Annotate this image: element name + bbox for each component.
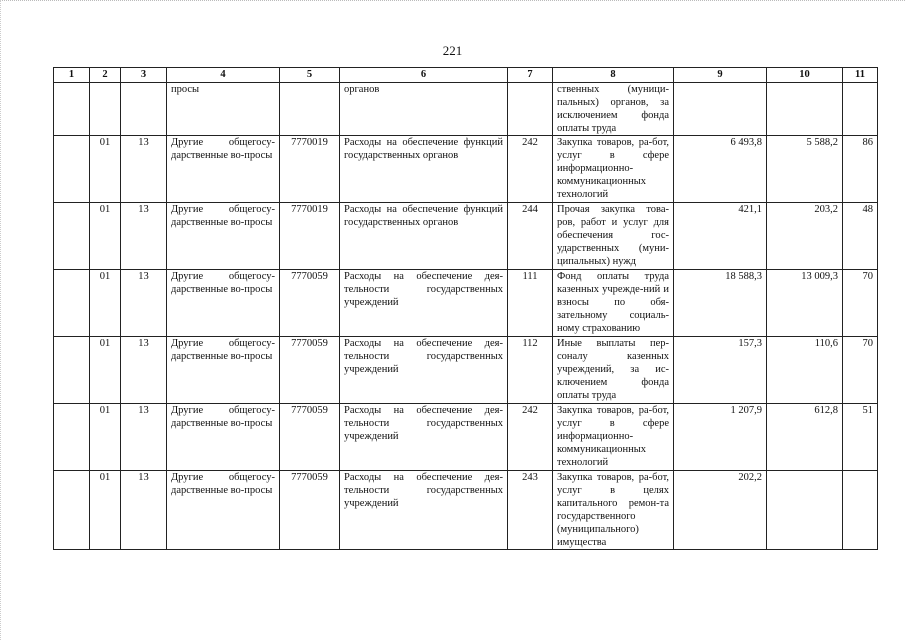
table-row [54,404,878,471]
cell-expense-name: Закупка товаров, ра-бот, услуг в сфере информационно-коммуникационных технологий [553,136,674,203]
cell-expense-type: 111 [508,270,553,337]
cell-planned: 1 207,9 [674,404,767,471]
cell-section: 01 [90,404,121,471]
cell-expense-name: Фонд оплаты труда казенных учрежде-ний и взносы по обя-зательному социаль-ному страхованию [553,270,674,337]
cell-executed: 612,8 [767,404,843,471]
cell-section: 01 [90,337,121,404]
cell-target-code: 7770019 [280,203,340,270]
cell-executed: 110,6 [767,337,843,404]
cell-col1 [54,471,90,550]
cell-target-name: Расходы на обеспечение дея-тельности государственных учреждений [340,337,508,404]
cell-section: 01 [90,270,121,337]
cell-executed: 5 588,2 [767,136,843,203]
cell-target-name: Расходы на обеспечение функций государственных органов [340,136,508,203]
cell-percent: 48 [843,203,878,270]
scan-border-left [0,0,1,640]
cell-col1 [54,136,90,203]
cell-executed [767,83,843,136]
cell-executed [767,471,843,550]
cell-expense-type: 244 [508,203,553,270]
cell-target-code: 7770059 [280,337,340,404]
cell-target-code: 7770059 [280,270,340,337]
cell-planned: 6 493,8 [674,136,767,203]
cell-percent [843,83,878,136]
cell-expense-type: 243 [508,471,553,550]
table-row [54,270,878,337]
cell-expense-name: ственных (муници-пальных) органов, за исключением фонда оплаты труда [553,83,674,136]
cell-expense-type: 242 [508,404,553,471]
cell-percent: 70 [843,337,878,404]
cell-subsection-name: просы [167,83,280,136]
cell-subsection-name: Другие общегосу-дарственные во-просы [167,404,280,471]
header-cell: 4 [167,68,280,83]
header-cell: 5 [280,68,340,83]
cell-col1 [54,404,90,471]
table-row [54,203,878,270]
cell-percent [843,471,878,550]
cell-subsection [121,83,167,136]
cell-planned: 202,2 [674,471,767,550]
cell-percent: 70 [843,270,878,337]
cell-section: 01 [90,136,121,203]
cell-col1 [54,83,90,136]
cell-planned: 421,1 [674,203,767,270]
cell-col1 [54,337,90,404]
cell-target-name: органов [340,83,508,136]
cell-expense-name: Прочая закупка това-ров, работ и услуг для обеспечения гос-ударственных (муни-ципальных) нужд [553,203,674,270]
header-cell: 7 [508,68,553,83]
header-cell: 11 [843,68,878,83]
cell-subsection: 13 [121,404,167,471]
cell-planned: 157,3 [674,337,767,404]
header-cell: 9 [674,68,767,83]
cell-section: 01 [90,471,121,550]
cell-col1 [54,270,90,337]
cell-target-code [280,83,340,136]
header-cell: 3 [121,68,167,83]
cell-subsection: 13 [121,270,167,337]
table-row [54,136,878,203]
cell-subsection-name: Другие общегосу-дарственные во-просы [167,203,280,270]
cell-subsection-name: Другие общегосу-дарственные во-просы [167,471,280,550]
cell-expense-type: 112 [508,337,553,404]
cell-percent: 86 [843,136,878,203]
header-cell: 10 [767,68,843,83]
cell-section [90,83,121,136]
header-cell: 6 [340,68,508,83]
header-cell: 1 [54,68,90,83]
cell-target-name: Расходы на обеспечение дея-тельности государственных учреждений [340,404,508,471]
cell-executed: 13 009,3 [767,270,843,337]
cell-expense-name: Закупка товаров, ра-бот, услуг в сфере информационно-коммуникационных технологий [553,404,674,471]
cell-subsection-name: Другие общегосу-дарственные во-просы [167,136,280,203]
cell-expense-type: 242 [508,136,553,203]
cell-subsection: 13 [121,471,167,550]
cell-subsection-name: Другие общегосу-дарственные во-просы [167,270,280,337]
header-cell: 8 [553,68,674,83]
cell-planned [674,83,767,136]
cell-target-code: 7770059 [280,471,340,550]
table-row [54,83,878,136]
cell-subsection: 13 [121,136,167,203]
header-row [54,68,878,83]
table-row [54,471,878,550]
cell-target-code: 7770059 [280,404,340,471]
cell-expense-type [508,83,553,136]
cell-executed: 203,2 [767,203,843,270]
cell-target-name: Расходы на обеспечение функций государственных органов [340,203,508,270]
cell-col1 [54,203,90,270]
header-cell: 2 [90,68,121,83]
cell-expense-name: Закупка товаров, ра-бот, услуг в целях капитального ремон-та государственного (муниципального) имущества [553,471,674,550]
cell-subsection: 13 [121,337,167,404]
page-number: 221 [442,43,463,58]
cell-target-code: 7770019 [280,136,340,203]
scan-border-top [0,0,905,1]
cell-subsection: 13 [121,203,167,270]
cell-expense-name: Иные выплаты пер-соналу казенных учреждений, за ис-ключением фонда оплаты труда [553,337,674,404]
table-row [54,337,878,404]
cell-section: 01 [90,203,121,270]
cell-target-name: Расходы на обеспечение дея-тельности государственных учреждений [340,270,508,337]
budget-table [53,67,878,550]
cell-target-name: Расходы на обеспечение дея-тельности государственных учреждений [340,471,508,550]
cell-subsection-name: Другие общегосу-дарственные во-просы [167,337,280,404]
cell-planned: 18 588,3 [674,270,767,337]
cell-percent: 51 [843,404,878,471]
